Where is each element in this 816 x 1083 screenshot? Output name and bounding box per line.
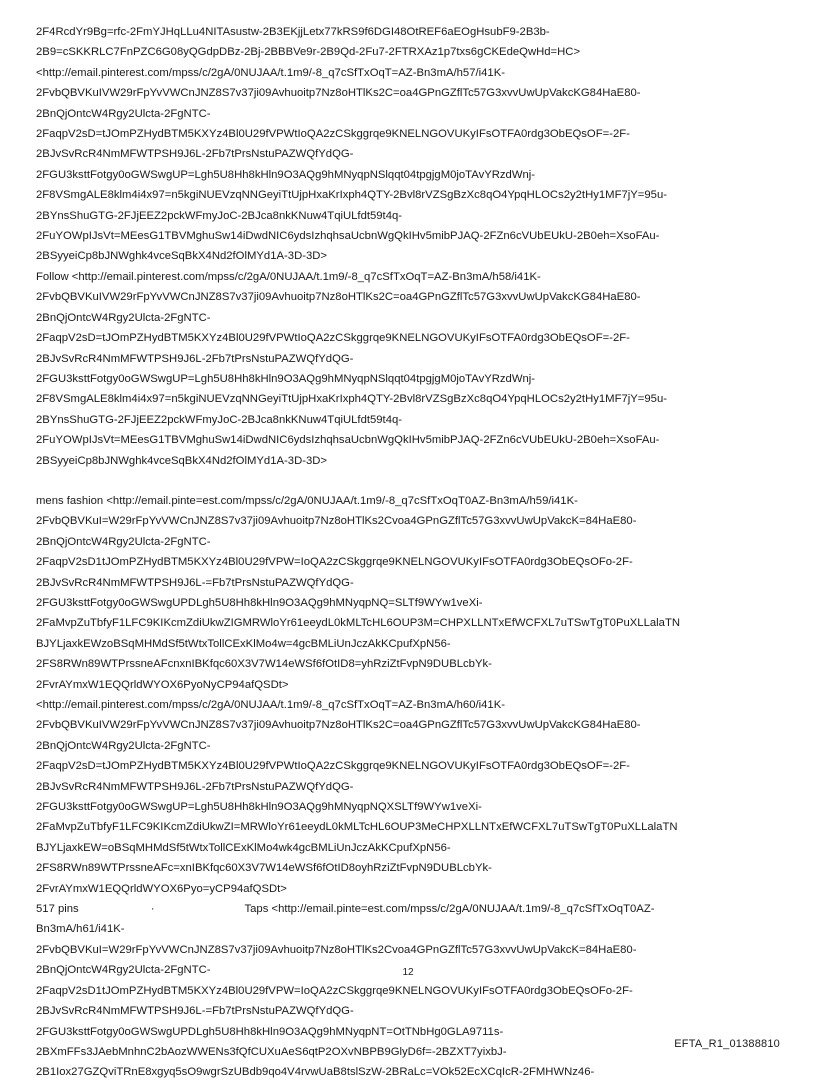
text-line: 2FaqpV2sD=tJOmPZHydBTM5KXYz4Bl0U29fVPWtIoQA2zCSkggrqe9KNELNGOVUKyIFsOTFA0rdg3ObEQsOF=-2F- — [36, 332, 630, 345]
text-line: 2BYnsShuGTG-2FJjEEZ2pckWFmyJoC-2BJca8nkKNuw4TqiULfdt59t4q- — [36, 209, 403, 222]
text-line: 2BnQjOntcW4Rgy2Ulcta-2FgNTC- — [36, 107, 211, 120]
text-line: 2FvbQBVKuIVW29rFpYvVWCnJNZ8S7v37ji09Avhuoitp7Nz8oHTlKs2C=oa4GPnGZflTc57G3xvvUwUpVakcKG84HaE80- — [36, 87, 641, 100]
text-line: 2FGU3ksttFotgy0oGWSwgUP=Lgh5U8Hh8kHln9O3AQg9hMNyqpNSlqqt04tpgjgM0joTAvYRzdWnj- — [36, 372, 536, 385]
text-line: <http://email.pinterest.com/mpss/c/2gA/0NUJAA/t.1m9/-8_q7cSfTxOqT=AZ-Bn3mA/h57/i41K- — [36, 66, 506, 79]
text-line: 2FuYOWpIJsVt=MEesG1TBVMghuSw14iDwdNIC6ydsIzhqhsaUcbnWgQkIHv5mibPJAQ-2FZn6cVUbEUkU-2B0eh=XsoFAu- — [36, 230, 660, 243]
text-block-3 — [36, 919, 796, 1082]
text-line: Bn3mA/h61/i41K- — [36, 923, 125, 936]
text-line: 2BJvSvRcR4NmMFWTPSH9J6L-2Fb7tPrsNstuPAZWQfYdQG- — [36, 780, 354, 793]
text-line: 2FvrAYmxW1EQQrldWYOX6Pyo=yCP94afQSDt> — [36, 882, 287, 895]
text-line: 2FaqpV2sD1tJOmPZHydBTM5KXYz4Bl0U29fVPW=IoQA2zCSkggrqe9KNELNGOVUKyIFsOTFA0rdg3ObEQsOFo-2F- — [36, 984, 633, 997]
text-line: 2BJvSvRcR4NmMFWTPSH9J6L-2Fb7tPrsNstuPAZWQfYdQG- — [36, 148, 354, 161]
text-line: 2B1Iox27GZQviTRnE8xgyq5sO9wgrSzUBdb9qo4V4rvwUaB8tslSzW-2BRaLc=VOk52EcXCqIcR-2FMHWNz46- — [36, 1066, 595, 1079]
email-body — [36, 22, 796, 1083]
text-line: 2FvrAYmxW1EQQrldWYOX6PyoNyCP94afQSDt> — [36, 678, 289, 691]
text-line: 2FuYOWpIJsVt=MEesG1TBVMghuSw14iDwdNIC6ydsIzhqhsaUcbnWgQkIHv5mibPJAQ-2FZn6cVUbEUkU-2B0eh=XsoFAu- — [36, 434, 660, 447]
text-line: 2FGU3ksttFotgy0oGWSwgUP=Lgh5U8Hh8kHln9O3AQg9hMNyqpNSlqqt04tpgjgM0joTAvYRzdWnj- — [36, 168, 536, 181]
text-line: 2FvbQBVKuI=W29rFpYvVWCnJNZ8S7v37ji09Avhuoitp7Nz8oHTlKs2Cvoa4GPnGZflTc57G3xvvUwUpVakcK=84HaE80- — [36, 943, 637, 956]
document-id: EFTA_R1_01388810 — [674, 1038, 780, 1050]
text-line: 2FaqpV2sD=tJOmPZHydBTM5KXYz4Bl0U29fVPWtIoQA2zCSkggrqe9KNELNGOVUKyIFsOTFA0rdg3ObEQsOF=-2F- — [36, 760, 630, 773]
text-line: 2FGU3ksttFotgy0oGWSwgUP=Lgh5U8Hh8kHln9O3AQg9hMNyqpNQXSLTf9WYw1veXi- — [36, 801, 482, 814]
text-line: BJYLjaxkEW=oBSqMHMdSf5tWtxTollCExKlMo4wk4gcBMLiUnJczAkKCpufXpN56- — [36, 841, 451, 854]
text-line: 2BJvSvRcR4NmMFWTPSH9J6L-=Fb7tPrsNstuPAZWQfYdQG- — [36, 576, 354, 589]
text-line: 2FaMvpZuTbfyF1LFC9KIKcmZdiUkwZIGMRWloYr61eeydL0kMLTcHL6OUP3M=CHPXLLNTxEfWCFXL7uTSwTgT0PuXLLalaTN — [36, 617, 681, 630]
text-line: 2FS8RWn89WTPrssneAFcnxnIBKfqc60X3V7W14eWSf6fOtID8=yhRziZtFvpN9DUBLcbYk- — [36, 658, 492, 671]
text-block-1 — [36, 22, 796, 471]
text-line: Follow <http://email.pinterest.com/mpss/c/2gA/0NUJAA/t.1m9/-8_q7cSfTxOqT=AZ-Bn3mA/h58/i41K- — [36, 270, 541, 283]
text-line: 2F8VSmgALE8klm4i4x97=n5kgiNUEVzqNNGeyiTtUjpHxaKrIxph4QTY-2Bvl8rVZSgBzXc8qO4YpqHLOCs2y2tHy1MF7jY=95u- — [36, 189, 668, 202]
pins-line — [36, 899, 796, 919]
text-line: 2BYnsShuGTG-2FJjEEZ2pckWFmyJoC-2BJca8nkKNuw4TqiULfdt59t4q- — [36, 413, 403, 426]
text-line: 2BSyyeiCp8bJNWghk4vceSqBkX4Nd2fOlMYd1A-3D-3D> — [36, 250, 328, 263]
text-line: 2FaqpV2sD=tJOmPZHydBTM5KXYz4Bl0U29fVPWtIoQA2zCSkggrqe9KNELNGOVUKyIFsOTFA0rdg3ObEQsOF=-2F- — [36, 128, 630, 141]
text-line: 2FvbQBVKuIVW29rFpYvVWCnJNZ8S7v37ji09Avhuoitp7Nz8oHTlKs2C=oa4GPnGZflTc57G3xvvUwUpVakcKG84HaE80- — [36, 719, 641, 732]
page-number: 12 — [402, 967, 414, 978]
text-block-2 — [36, 491, 796, 899]
text-line: BJYLjaxkEWzoBSqMHMdSf5tWtxTollCExKlMo4w=4gcBMLiUnJczAkKCpufXpN56- — [36, 637, 451, 650]
text-line: 2BSyyeiCp8bJNWghk4vceSqBkX4Nd2fOlMYd1A-3D-3D> — [36, 454, 328, 467]
text-line: 2BXmFFs3JAebMnhnC2bAozWWENs3fQfCUXuAeS6qtP2OXvNBPB9GlyD6f=-2BZXT7yixbJ- — [36, 1045, 507, 1058]
text-line: 2FaqpV2sD1tJOmPZHydBTM5KXYz4Bl0U29fVPW=IoQA2zCSkggrqe9KNELNGOVUKyIFsOTFA0rdg3ObEQsOFo-2F- — [36, 556, 633, 569]
text-line: 2BnQjOntcW4Rgy2Ulcta-2FgNTC- — [36, 964, 211, 977]
pin-count: 517 pins — [36, 903, 79, 916]
text-line: 2BJvSvRcR4NmMFWTPSH9J6L-2Fb7tPrsNstuPAZWQfYdQG- — [36, 352, 354, 365]
text-line: mens fashion <http://email.pinte=est.com/mpss/c/2gA/0NUJAA/t.1m9/-8_q7cSfTxOqT0AZ-Bn3mA/h59/i41K- — [36, 494, 578, 507]
separator-dot: · — [150, 903, 155, 916]
text-line: 2BnQjOntcW4Rgy2Ulcta-2FgNTC- — [36, 739, 211, 752]
taps-link-text[interactable]: Taps <http://email.pinte=est.com/mpss/c/2gA/0NUJAA/t.1m9/-8_q7cSfTxOqT0AZ- — [244, 903, 655, 916]
text-line: 2FaMvpZuTbfyF1LFC9KIKcmZdiUkwZI=MRWloYr61eeydL0kMLTcHL6OUP3MeCHPXLLNTxEfWCFXL7uTSwTgT0PuXLLalaTN — [36, 821, 678, 834]
text-line: 2BnQjOntcW4Rgy2Ulcta-2FgNTC- — [36, 535, 211, 548]
text-line: 2B9=cSKKRLC7FnPZC6G08yQGdpDBz-2Bj-2BBBVe9r-2B9Qd-2Fu7-2FTRXAz1p7txs6gCKEdeQwHd=HC> — [36, 46, 581, 59]
text-line: 2FGU3ksttFotgy0oGWSwgUPDLgh5U8Hh8kHln9O3AQg9hMNyqpNT=OtTNbHg0GLA9711s- — [36, 1025, 504, 1038]
text-line: 2F8VSmgALE8klm4i4x97=n5kgiNUEVzqNNGeyiTtUjpHxaKrIxph4QTY-2Bvl8rVZSgBzXc8qO4YpqHLOCs2y2tHy1MF7jY=95u- — [36, 393, 668, 406]
text-line: 2FvbQBVKuIVW29rFpYvVWCnJNZ8S7v37ji09Avhuoitp7Nz8oHTlKs2C=oa4GPnGZflTc57G3xvvUwUpVakcKG84HaE80- — [36, 291, 641, 304]
text-line: 2FGU3ksttFotgy0oGWSwgUPDLgh5U8Hh8kHln9O3AQg9hMNyqpNQ=SLTf9WYw1veXi- — [36, 596, 483, 609]
text-line: 2BnQjOntcW4Rgy2Ulcta-2FgNTC- — [36, 311, 211, 324]
text-line: 2FS8RWn89WTPrssneAFc=xnIBKfqc60X3V7W14eWSf6fOtID8oyhRziZtFvpN9DUBLcbYk- — [36, 862, 492, 875]
text-line: 2BJvSvRcR4NmMFWTPSH9J6L-=Fb7tPrsNstuPAZWQfYdQG- — [36, 1005, 354, 1018]
text-line: 2F4RcdYr9Bg=rfc-2FmYJHqLLu4NITAsustw-2B3EKjjLetx77kRS9f6DGI48OtREF6aEOgHsubF9-2B3b- — [36, 26, 550, 38]
text-line: 2FvbQBVKuI=W29rFpYvVWCnJNZ8S7v37ji09Avhuoitp7Nz8oHTlKs2Cvoa4GPnGZflTc57G3xvvUwUpVakcK=84HaE80- — [36, 515, 637, 528]
text-line: <http://email.pinterest.com/mpss/c/2gA/0NUJAA/t.1m9/-8_q7cSfTxOqT=AZ-Bn3mA/h60/i41K- — [36, 699, 506, 711]
